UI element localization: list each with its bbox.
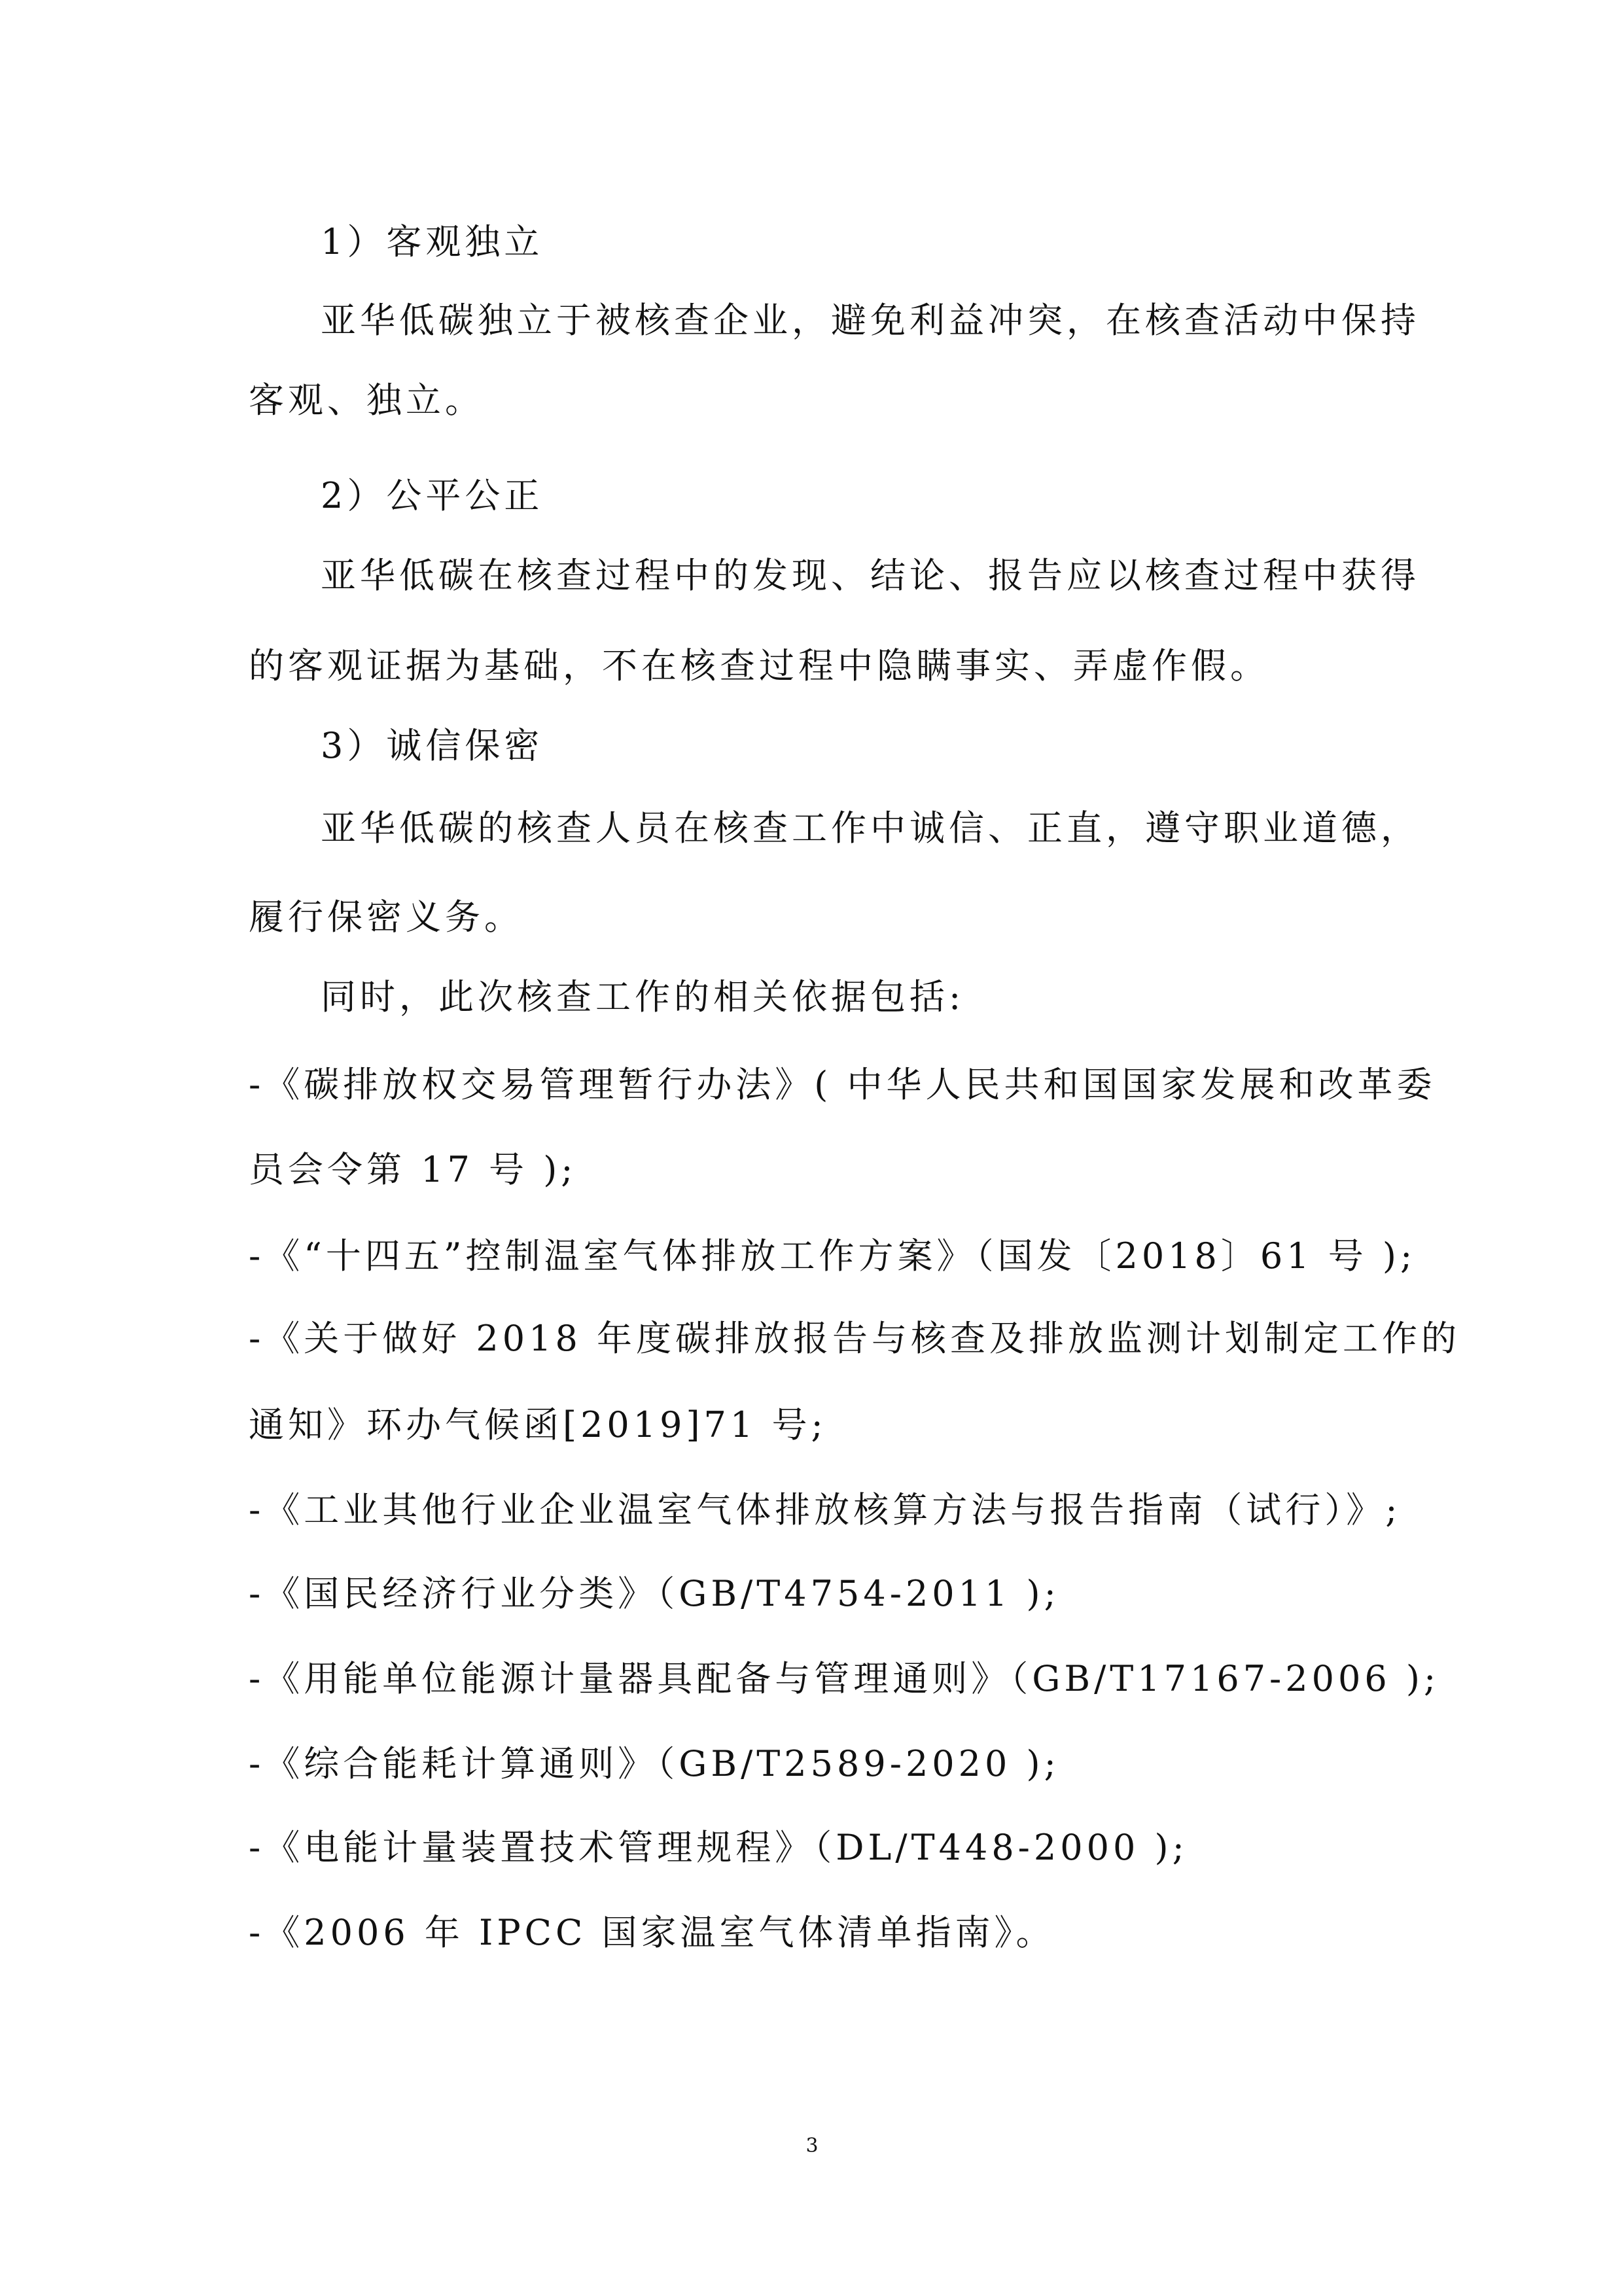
basis-item-line: -《用能单位能源计量器具配备与管理通则》（GB/T17167-2006 ); [249, 1658, 1440, 1699]
basis-item-line: -《综合能耗计算通则》（GB/T2589-2020 ); [249, 1743, 1060, 1784]
basis-item-line: 通知》环办气候函[2019]71 号; [249, 1404, 827, 1445]
paragraph-line: 客观、独立。 [249, 380, 484, 421]
paragraph-line: 亚华低碳的核查人员在核查工作中诚信、正直，遵守职业道德， [321, 807, 1420, 849]
basis-item-line: -《工业其他行业企业温室气体排放核算方法与报告指南（试行）》; [249, 1489, 1402, 1530]
paragraph-line: 的客观证据为基础，不在核查过程中隐瞒事实、弄虚作假。 [249, 645, 1269, 686]
basis-item-line: -《2006 年 IPCC 国家温室气体清单指南》。 [249, 1912, 1055, 1953]
basis-item-line: -《电能计量装置技术管理规程》（DL/T448-2000 ); [249, 1827, 1188, 1868]
section-heading-objective: 1）客观独立 [321, 221, 544, 262]
paragraph-line: 亚华低碳独立于被核查企业，避免利益冲突，在核查活动中保持 [321, 300, 1420, 341]
basis-item-line: 员会令第 17 号 ); [249, 1149, 577, 1190]
basis-item-line: -《“十四五”控制温室气体排放工作方案》（国发〔2018〕61 号 ); [249, 1235, 1417, 1277]
paragraph-line: 亚华低碳在核查过程中的发现、结论、报告应以核查过程中获得 [321, 555, 1420, 596]
section-heading-confidentiality: 3）诚信保密 [321, 725, 544, 766]
basis-item-line: -《碳排放权交易管理暂行办法》( 中华人民共和国国家发展和改革委 [249, 1064, 1436, 1105]
page-number: 3 [805, 2134, 819, 2157]
paragraph-line: 履行保密义务。 [249, 896, 523, 938]
basis-intro: 同时，此次核查工作的相关依据包括: [321, 976, 965, 1017]
basis-item-line: -《关于做好 2018 年度碳排放报告与核查及排放监测计划制定工作的 [249, 1318, 1460, 1359]
basis-item-line: -《国民经济行业分类》（GB/T4754-2011 ); [249, 1573, 1060, 1614]
section-heading-fairness: 2）公平公正 [321, 475, 544, 516]
